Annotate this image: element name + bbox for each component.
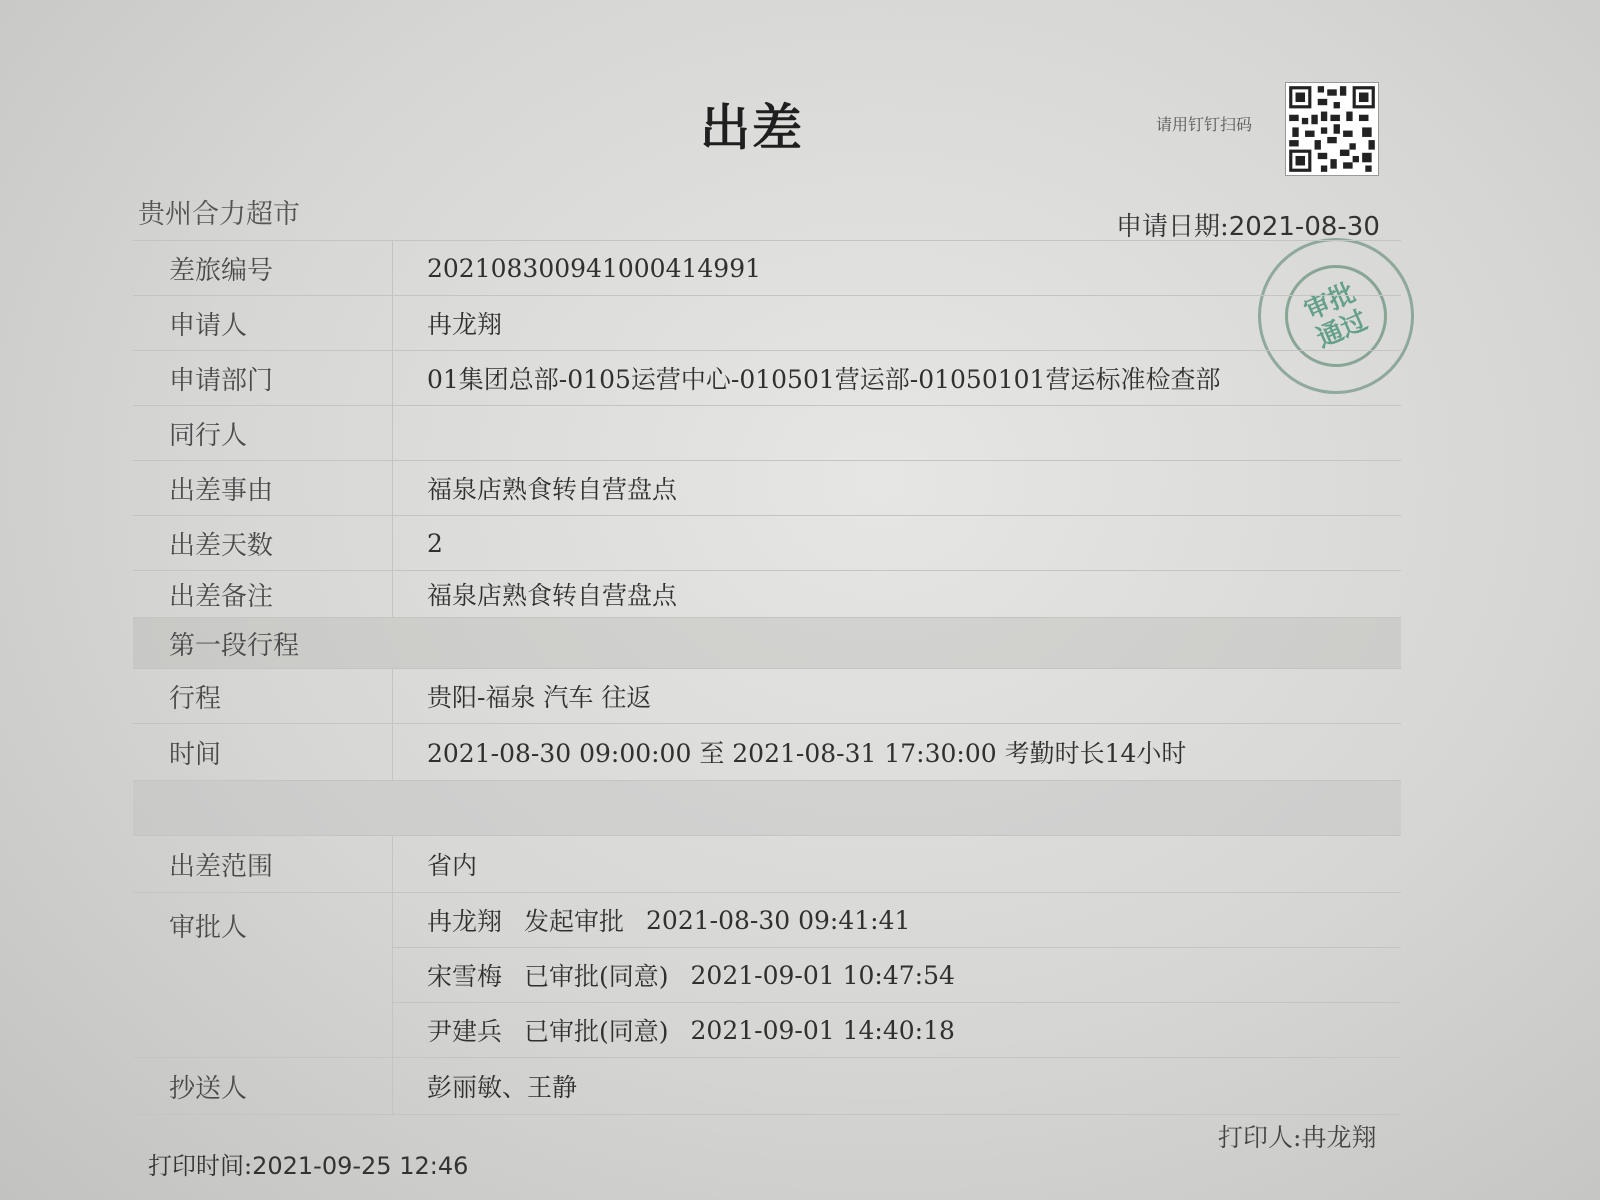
qr-code-icon xyxy=(1285,82,1379,176)
value-days: 2 xyxy=(427,528,443,558)
approver-name: 冉龙翔 xyxy=(427,907,503,936)
row-scope xyxy=(133,836,1401,893)
row-companions xyxy=(133,406,1401,461)
printer-value: 冉龙翔 xyxy=(1301,1123,1377,1152)
value-scope: 省内 xyxy=(427,851,478,880)
row-time xyxy=(133,724,1401,781)
label-applicant: 申请人 xyxy=(133,296,393,350)
value-time: 2021-08-30 09:00:00 至 2021-08-31 17:30:00 考勤时长14小时 xyxy=(427,739,1187,768)
printer-label: 打印人: xyxy=(1218,1123,1302,1152)
row-approvers xyxy=(133,893,1401,1058)
row-reason xyxy=(133,461,1401,516)
approver-name: 宋雪梅 xyxy=(427,962,503,991)
label-remark: 出差备注 xyxy=(133,571,393,617)
approver-name: 尹建兵 xyxy=(427,1017,503,1046)
print-time-label: 打印时间: xyxy=(148,1152,253,1180)
label-time: 时间 xyxy=(133,724,393,780)
label-cc: 抄送人 xyxy=(133,1058,393,1114)
label-companions: 同行人 xyxy=(133,406,393,460)
value-trip-no: 2021083009410004149​91 xyxy=(427,253,762,283)
row-section-1 xyxy=(133,618,1401,669)
row-department xyxy=(133,351,1401,406)
label-trip-no: 差旅编号 xyxy=(133,241,393,295)
label-approvers: 审批人 xyxy=(133,893,393,1057)
value-reason: 福泉店熟食转自营盘点 xyxy=(427,475,678,504)
company-name: 贵州合力超市 xyxy=(138,199,300,230)
label-route: 行程 xyxy=(133,669,393,723)
label-reason: 出差事由 xyxy=(133,461,393,515)
approval-stamp-text: 审批通过 xyxy=(1300,278,1372,354)
row-blank xyxy=(133,781,1401,836)
row-trip-no xyxy=(133,241,1401,296)
row-days xyxy=(133,516,1401,571)
approver-item xyxy=(393,948,1401,1003)
print-time-value: 2021-09-25 12:46 xyxy=(252,1152,469,1180)
label-department: 申请部门 xyxy=(133,351,393,405)
approver-item xyxy=(393,893,1401,948)
approver-action: 发起审批 xyxy=(524,907,625,936)
document-title: 出差 xyxy=(700,98,804,157)
apply-date-label: 申请日期: xyxy=(1116,212,1229,242)
value-department: 01集团总部-0105运营中心-010501营运部-01050101营运标准检查部 xyxy=(427,365,1221,394)
value-route: 贵阳-福泉 汽车 往返 xyxy=(427,683,652,712)
row-remark xyxy=(133,571,1401,618)
value-cc: 彭丽敏、王静 xyxy=(427,1073,578,1102)
row-route xyxy=(133,669,1401,724)
approver-action: 已审批(同意) xyxy=(524,1017,669,1046)
approver-item xyxy=(393,1003,1401,1057)
value-remark: 福泉店熟食转自营盘点 xyxy=(427,581,678,610)
qr-hint: 请用钉钉扫码 xyxy=(1156,115,1253,134)
approver-time: 2021-08-30 09:41:41 xyxy=(646,905,911,935)
print-time xyxy=(148,1146,468,1181)
approver-time: 2021-09-01 14:40:18 xyxy=(690,1015,955,1045)
row-applicant xyxy=(133,296,1401,351)
approver-list xyxy=(393,893,1401,1057)
label-scope: 出差范围 xyxy=(133,836,393,892)
value-applicant: 冉龙翔 xyxy=(427,310,503,339)
printer xyxy=(1218,1118,1376,1154)
apply-date-value: 2021-08-30 xyxy=(1228,212,1380,242)
label-section-1: 第一段行程 xyxy=(169,630,300,661)
value-companions xyxy=(393,406,1401,460)
label-days: 出差天数 xyxy=(133,516,393,570)
approver-action: 已审批(同意) xyxy=(524,962,669,991)
approver-time: 2021-09-01 10:47:54 xyxy=(690,960,955,990)
trip-details-table xyxy=(133,240,1401,1115)
row-cc xyxy=(133,1058,1401,1115)
